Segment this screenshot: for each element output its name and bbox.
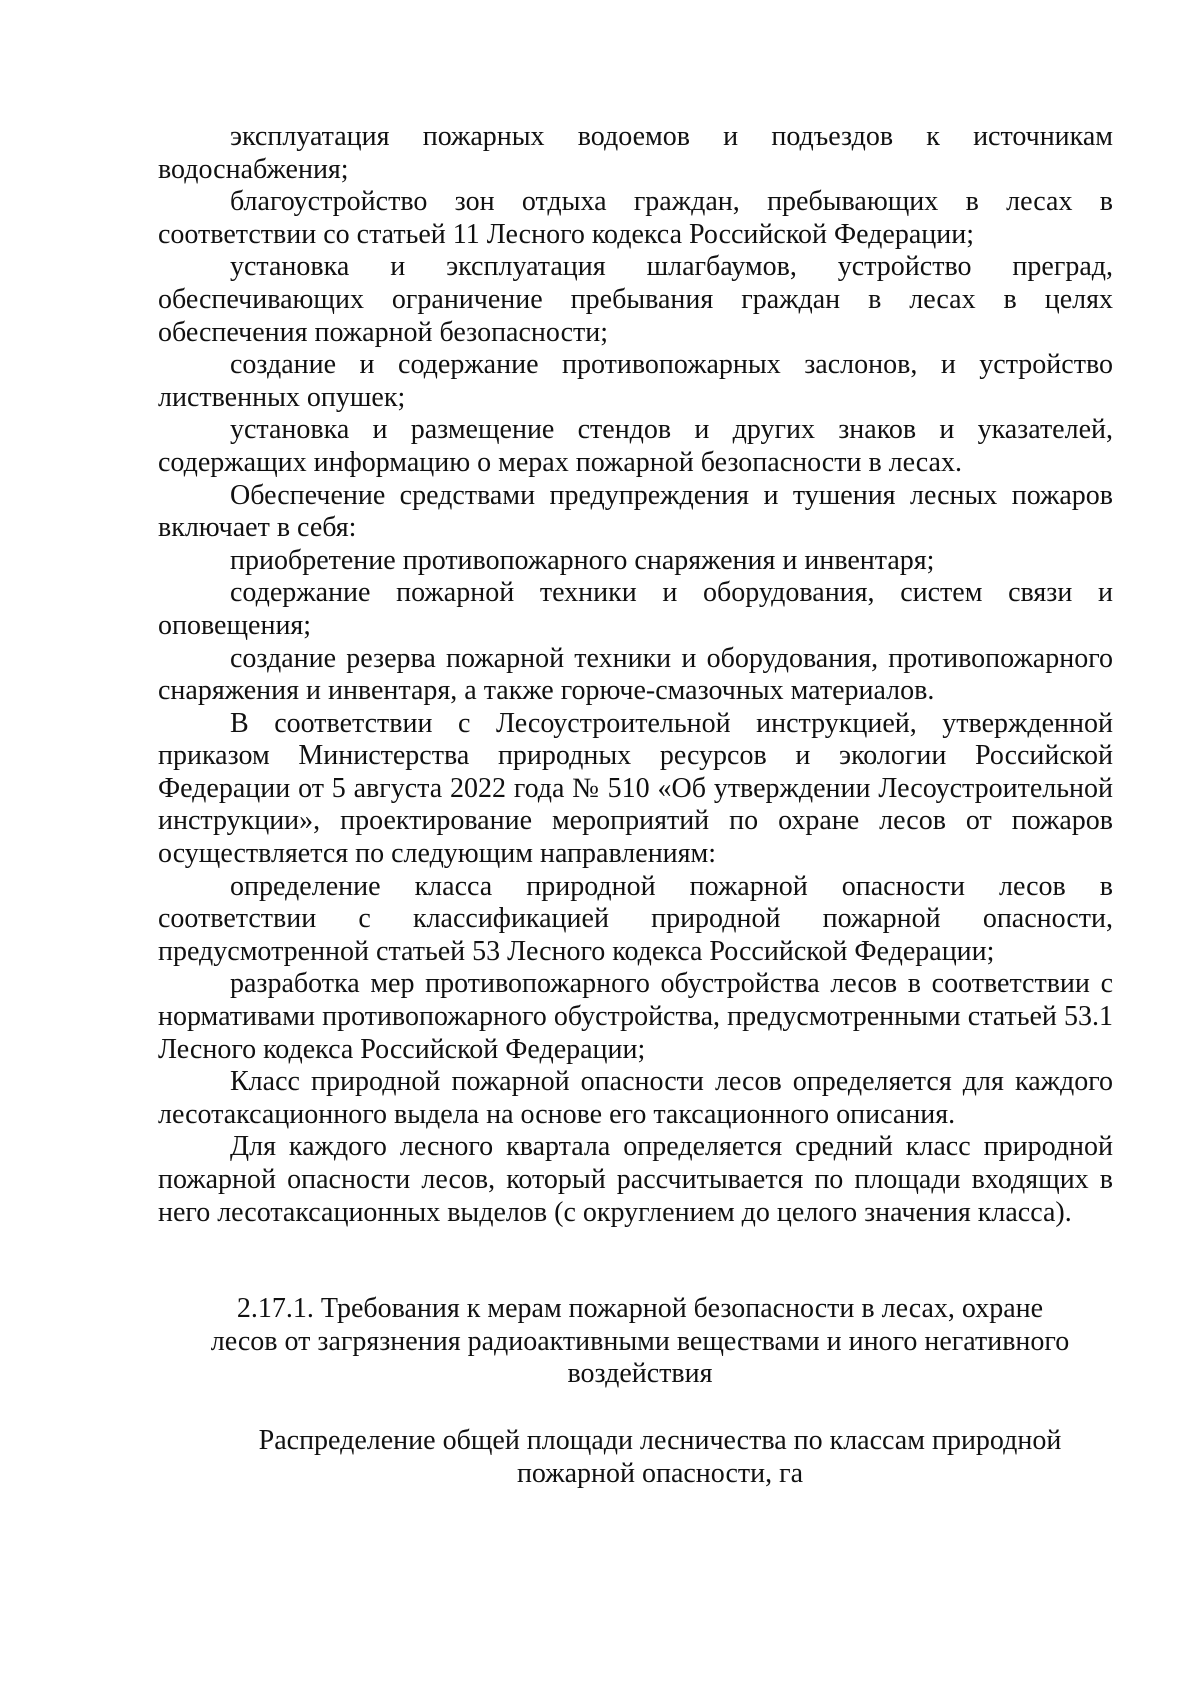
section-heading — [190, 1293, 1090, 1391]
paragraph: Для каждого лесного квартала определяется средний класс природной пожарной опасности лесов, который рассчитывается по площади входящих в него лесотаксационных выделов (с округлением до целого значения класса). — [158, 1131, 1113, 1228]
paragraph: В соответствии с Лесоустроительной инструкцией, утвержденной приказом Министерства природных ресурсов и экологии Российской Федерации от 5 августа 2022 года № 510 «Об утверждении Лесоустроительной инструкции», проектирование мероприятий по охране лесов от пожаров осуществляется по следующим направлениям: — [158, 707, 1113, 870]
table-caption — [190, 1425, 1130, 1490]
paragraph: благоустройство зон отдыха граждан, пребывающих в лесах в соответствии со статьей 11 Лесного кодекса Российской Федерации; — [158, 186, 1113, 250]
section-heading-line: лесов от загрязнения радиоактивными веществами и иного негативного — [210, 1325, 1070, 1357]
paragraph: установка и размещение стендов и других знаков и указателей, содержащих информацию о мерах пожарной безопасности в лесах. — [158, 414, 1113, 478]
table-caption-line: пожарной опасности, га — [516, 1457, 804, 1489]
table-caption-line: Распределение общей площади лесничества по классам природной — [258, 1425, 1062, 1456]
paragraph: создание и содержание противопожарных заслонов, и устройство лиственных опушек; — [158, 349, 1113, 413]
section-heading-line: 2.17.1. Требования к мерам пожарной безопасности в лесах, охране — [236, 1293, 1044, 1324]
paragraph: содержание пожарной техники и оборудования, систем связи и оповещения; — [158, 577, 1113, 641]
document-body — [158, 121, 1113, 1229]
section-heading-line: воздействия — [567, 1358, 713, 1389]
paragraph: установка и эксплуатация шлагбаумов, устройство преград, обеспечивающих ограничение пребывания граждан в лесах в целях обеспечения пожарной безопасности; — [158, 251, 1113, 348]
paragraph: создание резерва пожарной техники и оборудования, противопожарного снаряжения и инвентаря, а также горюче-смазочных материалов. — [158, 642, 1113, 707]
paragraph: определение класса природной пожарной опасности лесов в соответствии с классификацией природной пожарной опасности, предусмотренной статьей 53 Лесного кодекса Российской Федерации; — [158, 870, 1113, 967]
paragraph: разработка мер противопожарного обустройства лесов в соответствии с нормативами противопожарного обустройства, предусмотренными статьей 53.1 Лесного кодекса Российской Федерации; — [158, 968, 1113, 1065]
paragraph: эксплуатация пожарных водоемов и подъездов к источникам водоснабжения; — [158, 121, 1113, 185]
paragraph: приобретение противопожарного снаряжения и инвентаря; — [230, 544, 935, 576]
paragraph: Обеспечение средствами предупреждения и тушения лесных пожаров включает в себя: — [158, 479, 1113, 544]
paragraph: Класс природной пожарной опасности лесов определяется для каждого лесотаксационного выдела на основе его таксационного описания. — [158, 1066, 1113, 1130]
